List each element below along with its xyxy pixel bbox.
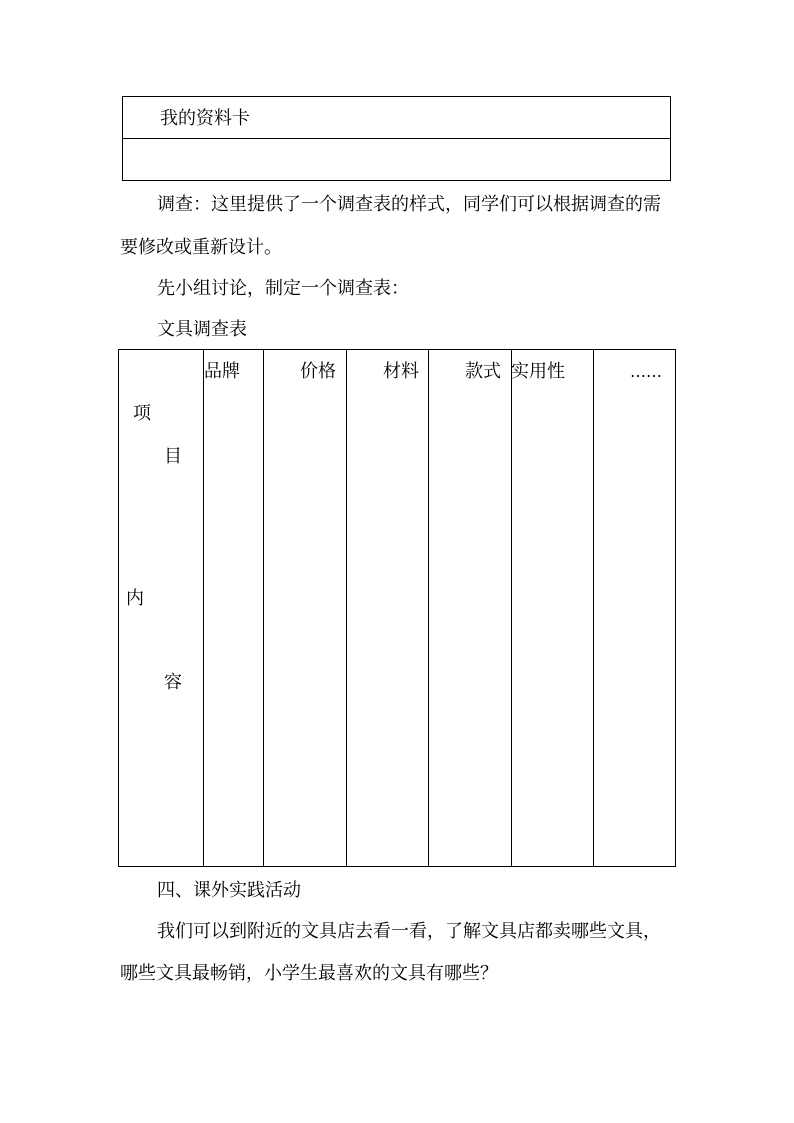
row-header-char: 内 [126, 588, 144, 609]
table-column-divider [428, 350, 429, 866]
practice-line2: 哪些文具最畅销，小学生最喜欢的文具有哪些？ [120, 963, 498, 984]
column-header-practicality: 实用性 [511, 361, 565, 382]
survey-intro-line1: 调查：这里提供了一个调查表的样式，同学们可以根据调查的需 [157, 194, 661, 215]
column-header-price: 价格 [300, 361, 336, 382]
row-header-char: 容 [164, 672, 182, 693]
stationery-survey-table [118, 349, 676, 867]
info-card [122, 96, 671, 181]
column-header-material: 材料 [383, 361, 419, 382]
table-title: 文具调查表 [157, 319, 247, 340]
column-header-more: …… [630, 362, 662, 381]
row-header-char: 项 [133, 403, 151, 424]
practice-line1: 我们可以到附近的文具店去看一看，了解文具店都卖哪些文具， [157, 921, 661, 942]
info-card-title: 我的资料卡 [160, 108, 250, 129]
table-column-divider [593, 350, 594, 866]
table-column-divider [346, 350, 347, 866]
table-column-divider [203, 350, 204, 866]
info-card-divider [123, 138, 670, 139]
survey-intro-line2: 要修改或重新设计。 [120, 237, 282, 258]
table-column-divider [511, 350, 512, 866]
table-column-divider [263, 350, 264, 866]
discussion-instruction: 先小组讨论，制定一个调查表： [157, 278, 409, 299]
column-header-brand: 品牌 [204, 361, 240, 382]
column-header-style: 款式 [465, 361, 501, 382]
row-header-char: 目 [164, 446, 182, 467]
section-heading: 四、课外实践活动 [157, 880, 301, 901]
